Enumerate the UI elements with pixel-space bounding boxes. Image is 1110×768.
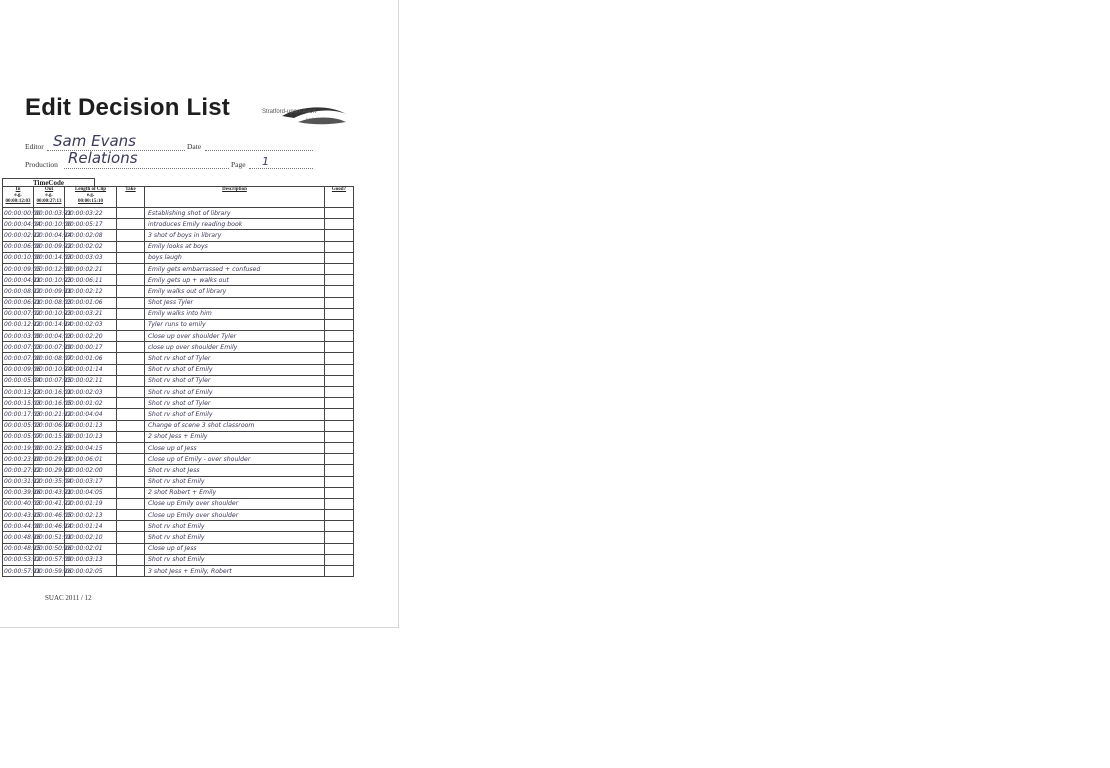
cell-good: [325, 465, 354, 476]
cell-in: 00:00:23:10: [3, 454, 34, 465]
table-row: [3, 230, 354, 241]
page-value: 1: [262, 155, 269, 168]
cell-length: 00:00:02:13: [65, 510, 117, 521]
cell-in: 00:00:48:15: [3, 543, 34, 554]
cell-out: 00:00:06:14: [34, 420, 65, 431]
cell-take: [117, 566, 145, 577]
cell-in: 00:00:08:12: [3, 286, 34, 297]
cell-out: 00:00:14:03: [34, 252, 65, 263]
table-row: [3, 420, 354, 431]
cell-good: [325, 208, 354, 219]
cell-good: [325, 297, 354, 308]
cell-good: [325, 420, 354, 431]
table-row: [3, 409, 354, 420]
cell-in: 00:00:48:16: [3, 532, 34, 543]
cell-good: [325, 487, 354, 498]
cell-take: [117, 498, 145, 509]
cell-good: [325, 230, 354, 241]
cell-length: 00:00:03:03: [65, 252, 117, 263]
table-row: [3, 465, 354, 476]
table-row: [3, 532, 354, 543]
table-row: [3, 364, 354, 375]
cell-out: 00:00:07:19: [34, 342, 65, 353]
cell-in: 00:00:06:21: [3, 297, 34, 308]
cell-take: [117, 409, 145, 420]
cell-out: 00:00:15:20: [34, 431, 65, 442]
cell-description: boys laugh: [145, 252, 325, 263]
cell-take: [117, 442, 145, 453]
column-good: Good?: [325, 187, 354, 208]
cell-take: [117, 263, 145, 274]
cell-in: 00:00:13:23: [3, 387, 34, 398]
cell-length: 00:00:02:11: [65, 375, 117, 386]
cell-length: 00:00:02:00: [65, 465, 117, 476]
cell-out: 00:00:12:00: [34, 263, 65, 274]
page-title: Edit Decision List: [25, 94, 230, 121]
cell-in: 00:00:07:00: [3, 353, 34, 364]
cell-length: 00:00:03:17: [65, 476, 117, 487]
cell-take: [117, 398, 145, 409]
cell-description: Close up over shoulder Tyler: [145, 331, 325, 342]
cell-out: 00:00:10:24: [34, 364, 65, 375]
table-row: [3, 521, 354, 532]
cell-good: [325, 252, 354, 263]
cell-in: 00:00:00:00: [3, 208, 34, 219]
cell-in: 00:00:39:16: [3, 487, 34, 498]
cell-out: 00:00:41:22: [34, 498, 65, 509]
table-row: [3, 319, 354, 330]
cell-length: 00:00:02:02: [65, 241, 117, 252]
cell-good: [325, 331, 354, 342]
cell-description: 3 shot Jess + Emily, Robert: [145, 566, 325, 577]
cell-take: [117, 353, 145, 364]
cell-in: 00:00:12:12: [3, 319, 34, 330]
cell-in: 00:00:17:03: [3, 409, 34, 420]
cell-take: [117, 308, 145, 319]
cell-out: 00:00:10:23: [34, 275, 65, 286]
cell-in: 00:00:44:00: [3, 521, 34, 532]
cell-length: 00:00:02:03: [65, 387, 117, 398]
table-row: [3, 543, 354, 554]
table-row: [3, 252, 354, 263]
cell-take: [117, 331, 145, 342]
cell-out: 00:00:07:15: [34, 375, 65, 386]
table-row: [3, 342, 354, 353]
timecode-header: TimeCode: [2, 178, 95, 187]
cell-length: 00:00:06:01: [65, 454, 117, 465]
cell-out: 00:00:09:22: [34, 241, 65, 252]
cell-take: [117, 521, 145, 532]
cell-out: 00:00:43:21: [34, 487, 65, 498]
column-in: In e.g. 00:00:12:03: [3, 187, 34, 208]
cell-out: 00:00:09:11: [34, 286, 65, 297]
cell-take: [117, 465, 145, 476]
production-label: Production: [25, 160, 58, 169]
table-row: [3, 353, 354, 364]
cell-good: [325, 532, 354, 543]
cell-good: [325, 342, 354, 353]
cell-length: 00:00:04:05: [65, 487, 117, 498]
cell-good: [325, 364, 354, 375]
cell-in: 00:00:53:12: [3, 554, 34, 565]
cell-in: 00:00:06:08: [3, 241, 34, 252]
cell-in: 00:00:31:12: [3, 476, 34, 487]
cell-good: [325, 554, 354, 565]
cell-in: 00:00:02:12: [3, 230, 34, 241]
edl-sheet: [0, 0, 399, 628]
cell-description: 2 shot Robert + Emily: [145, 487, 325, 498]
cell-in: 00:00:27:12: [3, 465, 34, 476]
cell-description: introduces Emily reading book: [145, 219, 325, 230]
cell-good: [325, 387, 354, 398]
cell-length: 00:00:02:03: [65, 319, 117, 330]
cell-good: [325, 566, 354, 577]
cell-length: 00:00:01:13: [65, 420, 117, 431]
cell-length: 00:00:02:20: [65, 331, 117, 342]
cell-description: Shot rv shot Emily: [145, 521, 325, 532]
cell-description: Shot Jess Tyler: [145, 297, 325, 308]
table-row: [3, 554, 354, 565]
cell-description: Shot rv shot of Emily: [145, 409, 325, 420]
cell-take: [117, 364, 145, 375]
cell-in: 00:00:10:00: [3, 252, 34, 263]
cell-length: 00:00:01:06: [65, 353, 117, 364]
swoosh-icon: [280, 102, 348, 128]
footer-code: SUAC 2011 / 12: [45, 594, 92, 602]
cell-out: 00:00:35:04: [34, 476, 65, 487]
cell-description: Shot rv shot Emily: [145, 554, 325, 565]
cell-description: Shot rv shot of Tyler: [145, 353, 325, 364]
cell-take: [117, 297, 145, 308]
cell-length: 00:00:01:14: [65, 521, 117, 532]
cell-take: [117, 342, 145, 353]
table-row: [3, 442, 354, 453]
cell-length: 00:00:00:17: [65, 342, 117, 353]
cell-good: [325, 498, 354, 509]
column-length: Length of Clip e.g. 00:00:15:10: [65, 187, 117, 208]
table-row: [3, 241, 354, 252]
cell-description: Emily walks into him: [145, 308, 325, 319]
cell-in: 00:00:05:07: [3, 431, 34, 442]
college-logo: [262, 102, 348, 128]
cell-length: 00:00:01:19: [65, 498, 117, 509]
cell-take: [117, 420, 145, 431]
cell-take: [117, 319, 145, 330]
cell-out: 00:00:21:12: [34, 409, 65, 420]
cell-length: 00:00:04:04: [65, 409, 117, 420]
cell-description: Shot rv shot Jess: [145, 465, 325, 476]
editor-value: Sam Evans: [53, 132, 136, 150]
cell-in: 00:00:05:04: [3, 375, 34, 386]
cell-length: 00:00:02:08: [65, 230, 117, 241]
cell-description: Shot rv shot of Tyler: [145, 398, 325, 409]
cell-description: 3 shot of boys in library: [145, 230, 325, 241]
cell-length: 00:00:02:12: [65, 286, 117, 297]
cell-in: 00:00:04:11: [3, 275, 34, 286]
logo-name: Stratford-upon-Avon: [262, 109, 316, 115]
cell-length: 00:00:06:11: [65, 275, 117, 286]
cell-in: 00:00:07:02: [3, 308, 34, 319]
table-row: [3, 454, 354, 465]
cell-good: [325, 431, 354, 442]
table-body: [3, 208, 354, 577]
cell-take: [117, 230, 145, 241]
production-line: [64, 168, 229, 169]
cell-out: 00:00:16:01: [34, 387, 65, 398]
cell-length: 00:00:02:21: [65, 263, 117, 274]
cell-length: 00:00:02:01: [65, 543, 117, 554]
table-row: [3, 331, 354, 342]
cell-good: [325, 263, 354, 274]
cell-take: [117, 208, 145, 219]
date-line: [205, 150, 313, 151]
cell-good: [325, 409, 354, 420]
cell-description: Emily walks out of library: [145, 286, 325, 297]
table-row: [3, 375, 354, 386]
table-row: [3, 398, 354, 409]
cell-out: 00:00:23:15: [34, 442, 65, 453]
column-description: Description: [145, 187, 325, 208]
table-row: [3, 208, 354, 219]
cell-good: [325, 521, 354, 532]
cell-good: [325, 375, 354, 386]
cell-description: Close up of Emily - over shoulder: [145, 454, 325, 465]
cell-out: 00:00:08:03: [34, 297, 65, 308]
cell-take: [117, 241, 145, 252]
cell-description: close up over shoulder Emily: [145, 342, 325, 353]
cell-length: 00:00:03:13: [65, 554, 117, 565]
cell-take: [117, 510, 145, 521]
cell-length: 00:00:05:17: [65, 219, 117, 230]
cell-take: [117, 375, 145, 386]
cell-good: [325, 454, 354, 465]
cell-good: [325, 319, 354, 330]
table-row: [3, 476, 354, 487]
cell-good: [325, 219, 354, 230]
edit-decision-table: [2, 186, 354, 577]
cell-good: [325, 543, 354, 554]
cell-take: [117, 454, 145, 465]
cell-out: 00:00:51:01: [34, 532, 65, 543]
cell-description: Shot rv shot of Tyler: [145, 375, 325, 386]
table-row: [3, 286, 354, 297]
cell-out: 00:00:46:14: [34, 521, 65, 532]
cell-out: 00:00:16:05: [34, 398, 65, 409]
cell-in: 00:00:03:09: [3, 331, 34, 342]
cell-good: [325, 398, 354, 409]
cell-in: 00:00:05:03: [3, 420, 34, 431]
production-value: Relations: [68, 149, 138, 167]
cell-out: 00:00:14:14: [34, 319, 65, 330]
cell-description: Emily looks at boys: [145, 241, 325, 252]
cell-length: 00:00:01:02: [65, 398, 117, 409]
table-row: [3, 498, 354, 509]
page-line: [249, 168, 313, 169]
cell-out: 00:00:04:14: [34, 230, 65, 241]
cell-out: 00:00:03:21: [34, 208, 65, 219]
table-row: [3, 387, 354, 398]
table-row: [3, 510, 354, 521]
cell-in: 00:00:15:03: [3, 398, 34, 409]
logo-subtitle: college: [306, 117, 325, 121]
cell-description: Change of scene 3 shot classroom: [145, 420, 325, 431]
cell-good: [325, 353, 354, 364]
cell-take: [117, 532, 145, 543]
cell-in: 00:00:04:04: [3, 219, 34, 230]
cell-description: Shot rv shot Emily: [145, 476, 325, 487]
table-row: [3, 431, 354, 442]
cell-out: 00:00:50:16: [34, 543, 65, 554]
cell-in: 00:00:07:03: [3, 342, 34, 353]
editor-label: Editor: [25, 142, 44, 151]
page-label: Page: [231, 160, 246, 169]
cell-description: Shot rv shot of Emily: [145, 364, 325, 375]
cell-out: 00:00:10:23: [34, 308, 65, 319]
cell-length: 00:00:02:05: [65, 566, 117, 577]
cell-description: Shot rv shot of Emily: [145, 387, 325, 398]
cell-length: 00:00:03:21: [65, 308, 117, 319]
cell-out: 00:00:29:11: [34, 454, 65, 465]
cell-in: 00:00:09:06: [3, 364, 34, 375]
cell-description: Close up Emily over shoulder: [145, 498, 325, 509]
cell-description: Close up of Jess: [145, 543, 325, 554]
cell-good: [325, 241, 354, 252]
cell-good: [325, 476, 354, 487]
cell-take: [117, 431, 145, 442]
cell-out: 00:00:29:12: [34, 465, 65, 476]
cell-out: 00:00:08:07: [34, 353, 65, 364]
cell-description: Emily gets embarrassed + confused: [145, 263, 325, 274]
table-row: [3, 275, 354, 286]
cell-out: 00:00:57:09: [34, 554, 65, 565]
cell-take: [117, 387, 145, 398]
cell-in: 00:00:09:05: [3, 263, 34, 274]
column-out: Out e.g. 00:00:27:13: [34, 187, 65, 208]
table-row: [3, 566, 354, 577]
date-label: Date: [187, 142, 202, 151]
cell-in: 00:00:57:11: [3, 566, 34, 577]
cell-length: 00:00:02:10: [65, 532, 117, 543]
cell-description: Tyler runs to emily: [145, 319, 325, 330]
cell-good: [325, 442, 354, 453]
cell-take: [117, 275, 145, 286]
cell-take: [117, 487, 145, 498]
cell-in: 00:00:19:00: [3, 442, 34, 453]
cell-good: [325, 510, 354, 521]
cell-out: 00:00:59:16: [34, 566, 65, 577]
cell-description: Emily gets up + walks out: [145, 275, 325, 286]
cell-out: 00:00:04:03: [34, 331, 65, 342]
cell-good: [325, 275, 354, 286]
table-row: [3, 219, 354, 230]
cell-take: [117, 554, 145, 565]
cell-description: 2 shot Jess + Emily: [145, 431, 325, 442]
column-take: Take: [117, 187, 145, 208]
table-row: [3, 487, 354, 498]
cell-out: 00:00:46:05: [34, 510, 65, 521]
cell-out: 00:00:10:00: [34, 219, 65, 230]
table-row: [3, 263, 354, 274]
cell-length: 00:00:04:15: [65, 442, 117, 453]
table-row: [3, 297, 354, 308]
cell-take: [117, 286, 145, 297]
cell-length: 00:00:03:22: [65, 208, 117, 219]
cell-good: [325, 308, 354, 319]
table-row: [3, 308, 354, 319]
table-header-row: [3, 187, 354, 208]
cell-in: 00:00:40:03: [3, 498, 34, 509]
cell-length: 00:00:01:14: [65, 364, 117, 375]
cell-description: Shot rv shot Emily: [145, 532, 325, 543]
cell-good: [325, 286, 354, 297]
cell-take: [117, 476, 145, 487]
cell-length: 00:00:01:06: [65, 297, 117, 308]
cell-take: [117, 543, 145, 554]
cell-in: 00:00:43:15: [3, 510, 34, 521]
cell-length: 00:00:10:13: [65, 431, 117, 442]
cell-take: [117, 219, 145, 230]
cell-description: Close up Emily over shoulder: [145, 510, 325, 521]
cell-description: Close up of Jess: [145, 442, 325, 453]
cell-take: [117, 252, 145, 263]
cell-description: Establishing shot of library: [145, 208, 325, 219]
